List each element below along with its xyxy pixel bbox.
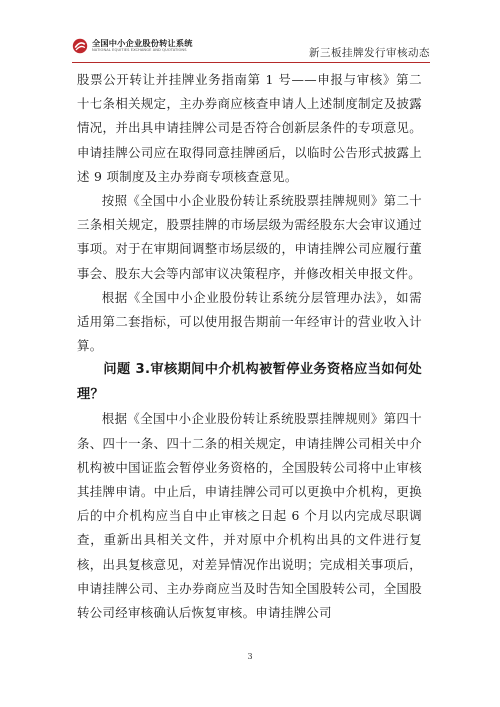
paragraph-tier-indicators: 根据《全国中小企业股份转让系统分层管理办法》，如需适用第二套指标，可以使用报告期前一年经审计的营业收入计算。 bbox=[77, 289, 422, 354]
paragraph-continuation: 股票公开转让并挂牌业务指南第 1 号——申报与审核》第二十七条相关规定，主办券商应核查申请人上述制度制定及披露情况，并出具申请挂牌公司是否符合创新层条件的专项意见。申请挂牌公司应在取得同意挂牌函后，以临时公告形式披露上述 9 项制度及主办券商专项核查意见。 bbox=[77, 72, 422, 184]
page-header bbox=[0, 0, 500, 62]
page-number: 3 bbox=[247, 652, 253, 661]
document-body bbox=[77, 68, 422, 625]
section-title: 新三板挂牌发行审核动态 bbox=[309, 47, 430, 59]
logo-chinese-name: 全国中小企业股份转让系统 bbox=[92, 38, 193, 49]
neeq-logo-icon bbox=[72, 38, 88, 54]
paragraph-market-tier: 按照《全国中小企业股份转让系统股票挂牌规则》第二十三条相关规定，股票挂牌的市场层级为需经股东大会审议通过事项。对于在审期间调整市场层级的，申请挂牌公司应履行董事会、股东大会等内部审议决策程序，并修改相关申报文件。 bbox=[77, 193, 422, 281]
paragraph-intermediary-suspension: 根据《全国中小企业股份转让系统股票挂牌规则》第四十条、四十一条、四十二条的相关规定，申请挂牌公司相关中介机构被中国证监会暂停业务资格的，全国股转公司将中止审核其挂牌申请。中止后，申请挂牌公司可以更换中介机构，更换后的中介机构应当自中止审核之日起 6 个月以内完成尽职调查，重新出具相关文件，并对原中介机构出具的文件进行复核，出具复核意见，对差异情况作出说明；完成相关事项后，申请挂牌公司、主办券商应当及时告知全国股转公司，全国股转公司经审核确认后恢复审核。申请挂牌公司 bbox=[77, 411, 422, 621]
header-rule bbox=[72, 62, 430, 63]
question-heading: 问题 3.审核期间中介机构被暂停业务资格应当如何处理？ bbox=[77, 362, 422, 402]
neeq-logo bbox=[72, 38, 193, 54]
logo-english-name: NATIONAL EQUITIES EXCHANGE AND QUOTATIONS bbox=[92, 48, 187, 53]
